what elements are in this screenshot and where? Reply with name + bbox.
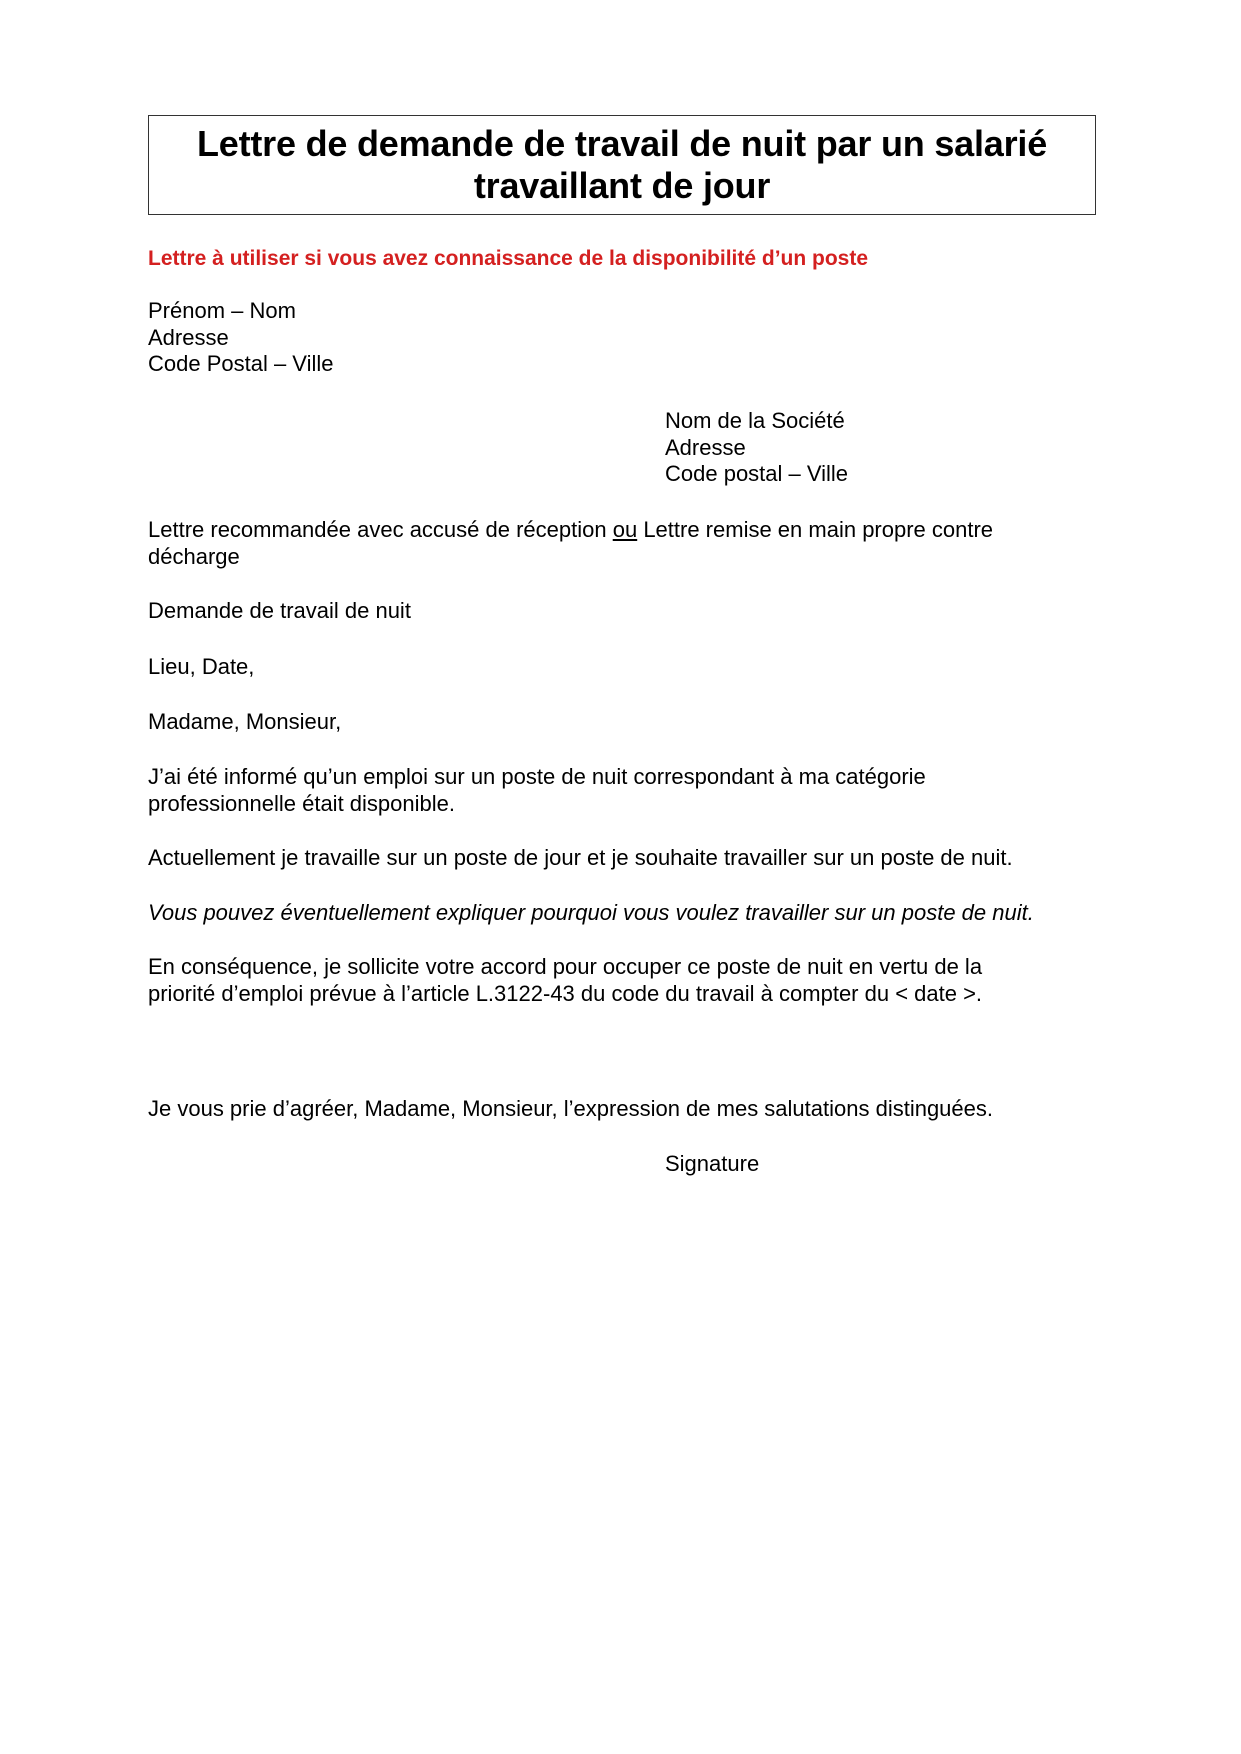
paragraph-4-line-1: En conséquence, je sollicite votre accord pour occuper ce poste de nuit en vertu de la [148, 954, 983, 979]
subject-line: Demande de travail de nuit [148, 598, 411, 623]
paragraph-1 [148, 764, 926, 817]
paragraph-3-hint: Vous pouvez éventuellement expliquer pourquoi vous voulez travailler sur un poste de nuit. [148, 900, 1034, 925]
instruction-note: Lettre à utiliser si vous avez connaissance de la disponibilité d’un poste [148, 247, 869, 270]
closing-formula: Je vous prie d’agréer, Madame, Monsieur, l’expression de mes salutations distinguées. [148, 1096, 994, 1121]
recipient-address: Adresse [665, 434, 746, 460]
sender-name: Prénom – Nom [148, 298, 296, 323]
paragraph-4 [148, 954, 982, 1007]
delivery-part-2: Lettre remise en main propre contre [637, 517, 994, 542]
delivery-or: ou [612, 517, 638, 542]
delivery-method [148, 517, 993, 570]
delivery-part-1: Lettre recommandée avec accusé de réception [148, 517, 613, 542]
paragraph-1-line-1: J’ai été informé qu’un emploi sur un poste de nuit correspondant à ma catégorie [148, 764, 926, 789]
document-title-line-2: travaillant de jour [473, 165, 771, 206]
document-title-line-1: Lettre de demande de travail de nuit par un salarié [196, 123, 1048, 164]
paragraph-1-line-2: professionnelle était disponible. [148, 790, 455, 816]
paragraph-4-line-2: priorité d’emploi prévue à l’article L.3122-43 du code du travail à compter du < date >. [148, 980, 983, 1006]
recipient-block [665, 408, 848, 488]
sender-city: Code Postal – Ville [148, 351, 334, 376]
signature: Signature [665, 1151, 760, 1176]
title-box [148, 115, 1096, 215]
salutation: Madame, Monsieur, [148, 709, 342, 734]
recipient-city: Code postal – Ville [665, 461, 849, 486]
place-date: Lieu, Date, [148, 654, 255, 679]
delivery-line-2: décharge [148, 543, 240, 569]
recipient-company: Nom de la Société [665, 408, 845, 433]
paragraph-2: Actuellement je travaille sur un poste de jour et je souhaite travailler sur un poste de nuit. [148, 845, 1013, 870]
sender-block [148, 298, 334, 378]
sender-address: Adresse [148, 324, 229, 350]
